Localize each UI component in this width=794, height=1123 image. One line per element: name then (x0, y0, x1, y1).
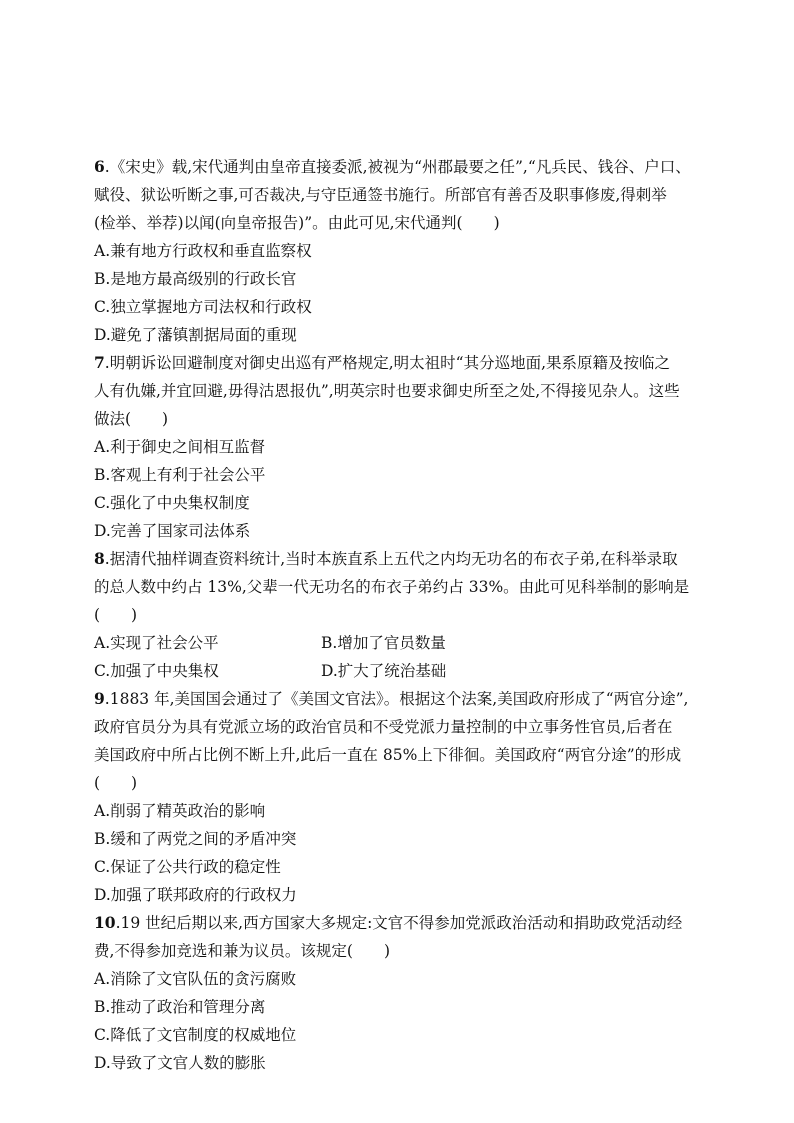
question-9-option-d: D.加强了联邦政府的行政权力 (94, 886, 297, 904)
question-8-options-row-1 (94, 629, 714, 657)
question-10-number: 10 (94, 913, 116, 932)
question-7-number: 7 (94, 353, 105, 372)
question-6-option-d: D.避免了藩镇割据局面的重现 (94, 326, 297, 344)
question-8-options-row-2 (94, 657, 714, 685)
question-10-option-b: B.推动了政治和管理分离 (94, 998, 266, 1016)
question-7-stem-line-3: 做法( ) (94, 410, 169, 428)
question-6-stem-line-1: 6.《宋史》载,宋代通判由皇帝直接委派,被视为“州郡最要之任”,“凡兵民、钱谷、户口、 (94, 157, 691, 176)
question-6-number: 6 (94, 157, 105, 176)
question-6-option-c: C.独立掌握地方司法权和行政权 (94, 298, 312, 316)
question-10-option-d: D.导致了文官人数的膨胀 (94, 1054, 266, 1072)
question-9 (94, 685, 714, 909)
question-7-stem-line-2: 人有仇嫌,并宜回避,毋得沽恩报仇”,明英宗时也要求御史所至之处,不得接见杂人。这些 (94, 382, 680, 400)
question-6-stem-line-3: (检举、举荐)以闻(向皇帝报告)”。由此可见,宋代通判( ) (94, 214, 500, 232)
question-8-stem-line-2: 的总人数中约占 13%,父辈一代无功名的布衣子弟约占 33%。由此可见科举制的影响是 (94, 578, 690, 596)
question-9-stem-line-2: 政府官员分为具有党派立场的政治官员和不受党派力量控制的中立事务性官员,后者在 (94, 718, 673, 736)
question-8-option-d: D.扩大了统治基础 (321, 662, 447, 680)
question-10-stem-line-1: 10.19 世纪后期以来,西方国家大多规定:文官不得参加党派政治活动和捐助政党活动经 (94, 913, 683, 932)
question-9-option-b: B.缓和了两党之间的矛盾冲突 (94, 830, 297, 848)
question-8-option-a: A.实现了社会公平 (94, 634, 219, 652)
question-7 (94, 349, 714, 545)
question-9-number: 9 (94, 689, 105, 708)
question-7-option-b: B.客观上有利于社会公平 (94, 466, 266, 484)
question-10-stem-line-2: 费,不得参加竞选和兼为议员。该规定( ) (94, 942, 391, 960)
question-6-option-a: A.兼有地方行政权和垂直监察权 (94, 242, 312, 260)
question-8-option-b: B.增加了官员数量 (321, 634, 446, 652)
question-7-stem-line-1: 7.明朝诉讼回避制度对御史出巡有严格规定,明太祖时“其分巡地面,果系原籍及按临之 (94, 353, 671, 372)
question-8-stem-line-1: 8.据清代抽样调查资料统计,当时本族直系上五代之内均无功名的布衣子弟,在科举录取 (94, 549, 678, 568)
question-8-number: 8 (94, 549, 105, 568)
question-sheet (94, 153, 714, 1077)
question-7-option-a: A.利于御史之间相互监督 (94, 438, 266, 456)
question-9-option-c: C.保证了公共行政的稳定性 (94, 858, 281, 876)
question-9-stem-line-3: 美国政府中所占比例不断上升,此后一直在 85%上下徘徊。美国政府“两官分途”的形成 (94, 746, 682, 764)
question-7-option-d: D.完善了国家司法体系 (94, 522, 251, 540)
question-6 (94, 153, 714, 349)
question-7-option-c: C.强化了中央集权制度 (94, 494, 250, 512)
question-10 (94, 909, 714, 1077)
question-9-option-a: A.削弱了精英政治的影响 (94, 802, 266, 820)
question-8-option-c: C.加强了中央集权 (94, 662, 219, 680)
question-8 (94, 545, 714, 685)
question-9-stem-line-1: 9.1883 年,美国国会通过了《美国文官法》。根据这个法案,美国政府形成了“两官分途”, (94, 689, 689, 708)
question-10-option-a: A.消除了文官队伍的贪污腐败 (94, 970, 297, 988)
question-6-option-b: B.是地方最高级别的行政长官 (94, 270, 297, 288)
question-9-stem-line-4: ( ) (94, 774, 138, 792)
question-6-stem-line-2: 赋役、狱讼听断之事,可否裁决,与守臣通签书施行。所部官有善否及职事修废,得刺举 (94, 186, 667, 204)
question-8-stem-line-3: ( ) (94, 606, 138, 624)
question-10-option-c: C.降低了文官制度的权威地位 (94, 1026, 297, 1044)
